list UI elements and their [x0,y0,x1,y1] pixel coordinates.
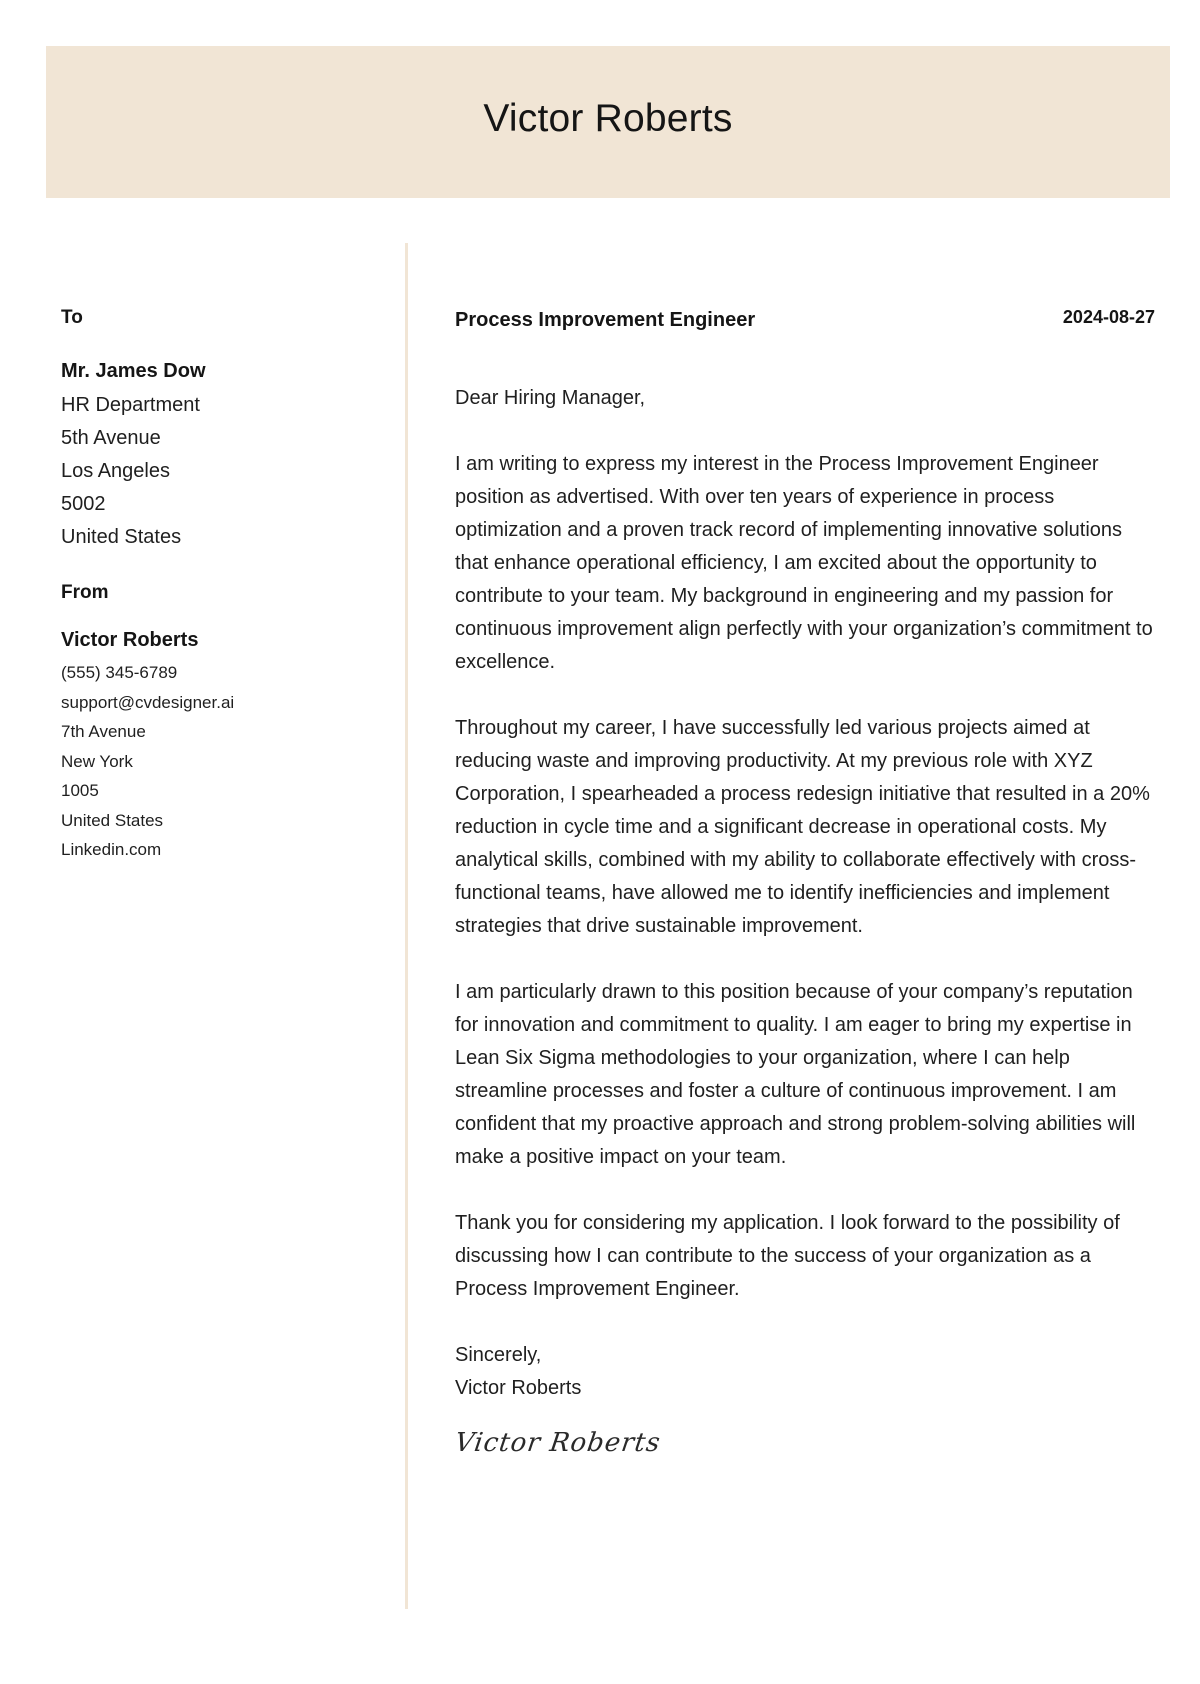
letter-date: 2024-08-27 [1062,307,1155,327]
sender-name: Victor Roberts [61,629,199,651]
sender-city: New York [61,751,133,771]
recipient-block [61,357,381,554]
letter-paragraph-3: I am particularly drawn to this position because of your company’s reputation for innovation and commitment to quality. I am eager to bring my expertise in Lean Six Sigma methodologies to your organization, where I can help streamline processes and foster a culture of continuous improvement. I am confident that my proactive approach and strong problem-solving abilities will make a positive impact on your team. [455,981,1136,1168]
letter-greeting: Dear Hiring Manager, [455,387,646,409]
job-title: Process Improvement Engineer [455,309,756,331]
recipient-city: Los Angeles [61,460,170,482]
letter-closing [455,1339,1155,1405]
signature: Victor Roberts [452,1428,663,1458]
letter-paragraph-4: Thank you for considering my application. I look forward to the possibility of discussing how I can contribute to the success of your organization as a Process Improvement Engineer. [455,1212,1120,1300]
closing-phrase: Sincerely, [455,1344,542,1366]
letter-body [452,382,1155,1462]
title-row [455,305,1155,335]
recipient-department: HR Department [61,394,200,416]
sender-country: United States [61,810,164,830]
sender-postal-code: 1005 [61,781,99,800]
column-divider [405,243,408,1609]
sidebar [61,305,381,865]
letter-paragraph-2: Throughout my career, I have successfully led various projects aimed at reducing waste and improving productivity. At my previous role with XYZ Corporation, I spearheaded a process redesign initiative that resulted in a 20% reduction in cycle time and a significant decrease in operational costs. My analytical skills, combined with my ability to collaborate effectively with cross-functional teams, have allowed me to identify inefficiencies and implement strategies that drive sustainable improvement. [455,717,1150,937]
sender-email: support@cvdesigner.ai [61,692,235,712]
sender-phone: (555) 345-6789 [61,663,178,682]
sender-block [61,626,381,865]
recipient-postal-code: 5002 [61,493,106,515]
sender-website: Linkedin.com [61,840,162,859]
header-band [46,46,1170,198]
letter-main [452,305,1155,1462]
sender-street: 7th Avenue [61,722,146,741]
from-heading: From [61,582,109,603]
header-name: Victor Roberts [483,97,733,140]
recipient-street: 5th Avenue [61,427,161,449]
recipient-name: Mr. James Dow [61,360,206,382]
letter-paragraph-1: I am writing to express my interest in the Process Improvement Engineer position as advertised. With over ten years of experience in process optimization and a proven track record of implementing innovative solutions that enhance operational efficiency, I am excited about the opportunity to contribute to your team. My background in engineering and my passion for continuous improvement align perfectly with your organization’s commitment to excellence. [455,453,1153,673]
recipient-country: United States [61,526,182,548]
to-heading: To [61,307,83,328]
closing-name: Victor Roberts [455,1377,582,1399]
